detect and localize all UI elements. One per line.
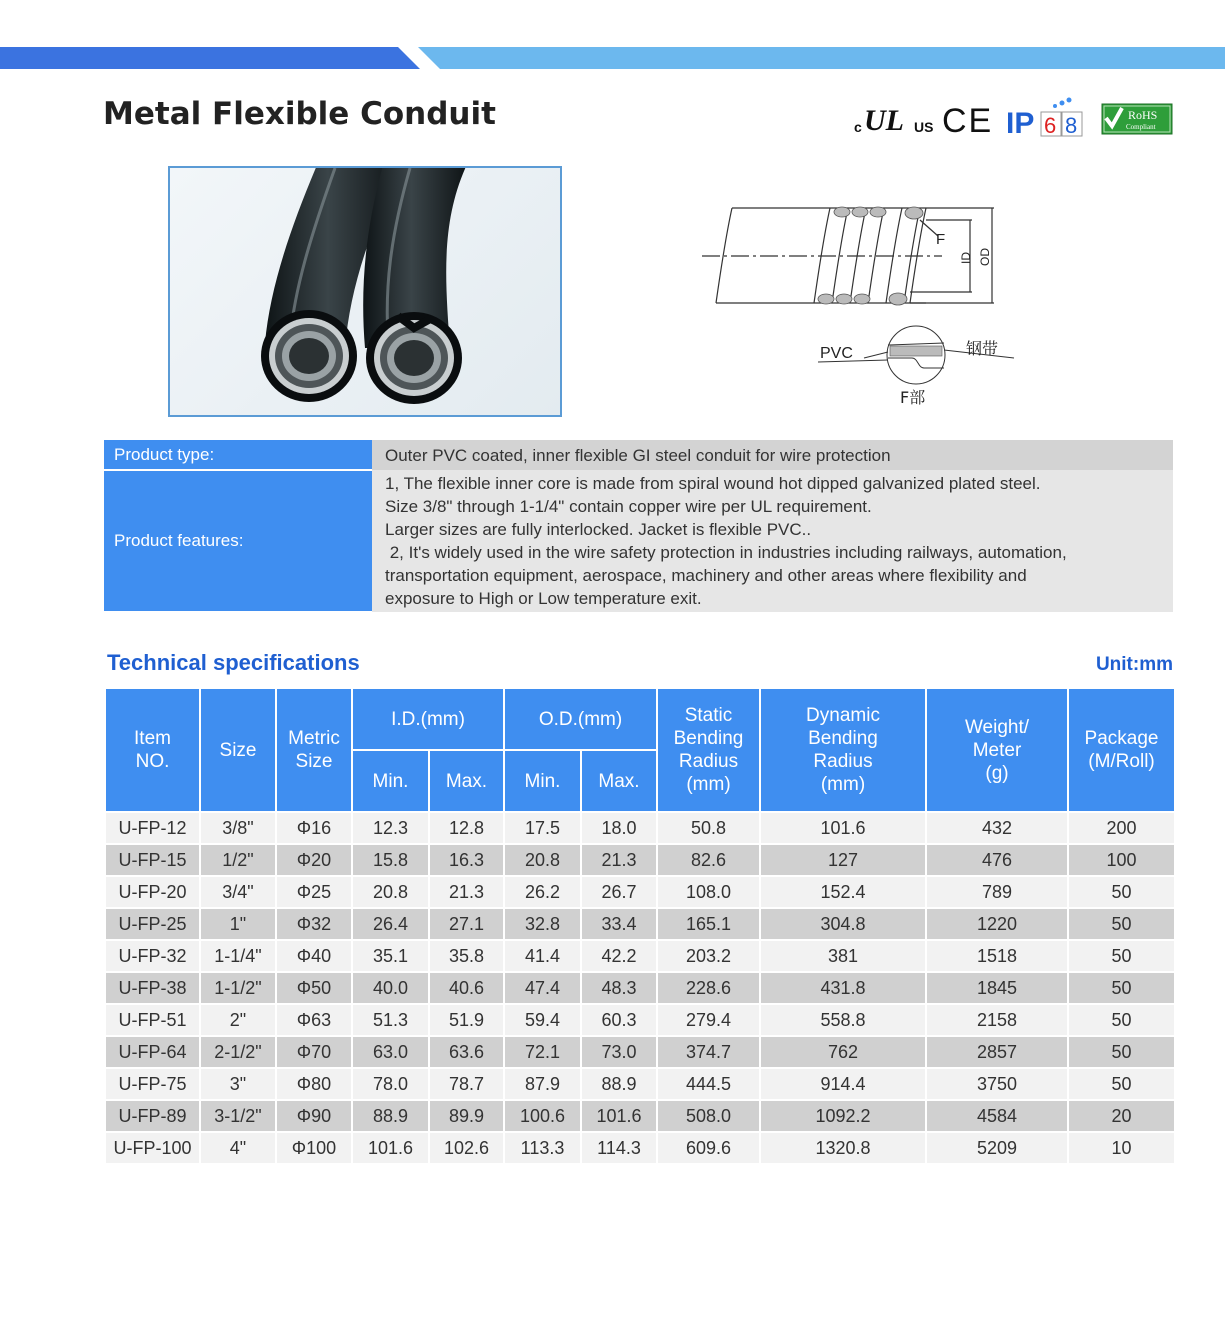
table-cell: 47.4 (504, 972, 581, 1004)
table-cell: 51.3 (352, 1004, 429, 1036)
table-row (105, 1036, 1175, 1068)
ul-c: c (854, 119, 862, 135)
table-cell: 102.6 (429, 1132, 504, 1164)
ul-logo (854, 104, 933, 137)
table-cell: 3/4" (200, 876, 276, 908)
table-cell: 35.1 (352, 940, 429, 972)
table-cell: 228.6 (657, 972, 760, 1004)
product-photo (168, 166, 562, 417)
spec-table (104, 687, 1176, 1165)
table-cell: 2158 (926, 1004, 1068, 1036)
table-cell: 50 (1068, 1004, 1175, 1036)
table-row (105, 908, 1175, 940)
table-row (105, 1068, 1175, 1100)
table-cell: 50.8 (657, 812, 760, 844)
table-cell: 20.8 (352, 876, 429, 908)
table-cell: 82.6 (657, 844, 760, 876)
table-cell: 2-1/2" (200, 1036, 276, 1068)
table-cell: 32.8 (504, 908, 581, 940)
table-cell: 374.7 (657, 1036, 760, 1068)
table-cell: 1" (200, 908, 276, 940)
table-cell: 88.9 (352, 1100, 429, 1132)
table-cell: 78.7 (429, 1068, 504, 1100)
table-cell: 51.9 (429, 1004, 504, 1036)
table-cell: U-FP-12 (105, 812, 200, 844)
unit-label: Unit:mm (1095, 654, 1173, 675)
table-cell: Φ100 (276, 1132, 352, 1164)
table-cell: 762 (760, 1036, 926, 1068)
table-cell: 88.9 (581, 1068, 657, 1100)
header-weight: Weight/ Meter (g) (926, 688, 1068, 812)
table-cell: 60.3 (581, 1004, 657, 1036)
table-cell: 476 (926, 844, 1068, 876)
table-cell: 50 (1068, 940, 1175, 972)
table-cell: 10 (1068, 1132, 1175, 1164)
header-id-max: Max. (429, 750, 504, 812)
table-cell: U-FP-100 (105, 1132, 200, 1164)
feature-line: 1, The flexible inner core is made from spiral wound hot dipped galvanized plated steel. (385, 474, 1041, 493)
table-cell: U-FP-75 (105, 1068, 200, 1100)
table-cell: 59.4 (504, 1004, 581, 1036)
header-od-max: Max. (581, 750, 657, 812)
ce-logo: CE (942, 102, 994, 140)
certification-logos (850, 96, 1180, 140)
table-cell: 5209 (926, 1132, 1068, 1164)
table-cell: 203.2 (657, 940, 760, 972)
table-cell: 108.0 (657, 876, 760, 908)
header-od: O.D.(mm) (504, 688, 657, 750)
info-row-type (104, 440, 1173, 470)
table-cell: 100.6 (504, 1100, 581, 1132)
table-cell: 1-1/2" (200, 972, 276, 1004)
table-row (105, 876, 1175, 908)
table-cell: Φ20 (276, 844, 352, 876)
table-cell: Φ70 (276, 1036, 352, 1068)
table-cell: 50 (1068, 1036, 1175, 1068)
product-info-table (104, 440, 1173, 613)
table-cell: 50 (1068, 1068, 1175, 1100)
ul-us: US (914, 119, 934, 135)
table-row (105, 1132, 1175, 1164)
table-cell: 26.4 (352, 908, 429, 940)
table-row (105, 1004, 1175, 1036)
table-cell: U-FP-20 (105, 876, 200, 908)
table-cell: 40.6 (429, 972, 504, 1004)
ip-prefix: IP (1006, 107, 1035, 140)
table-cell: 114.3 (581, 1132, 657, 1164)
header-size: Size (200, 688, 276, 812)
label-f: F (936, 231, 946, 248)
table-cell: 3750 (926, 1068, 1068, 1100)
table-cell: 40.0 (352, 972, 429, 1004)
table-cell: Φ63 (276, 1004, 352, 1036)
table-cell: Φ40 (276, 940, 352, 972)
table-cell: 1845 (926, 972, 1068, 1004)
label-f-part: F部 (900, 388, 926, 407)
table-cell: 1220 (926, 908, 1068, 940)
header-id-min: Min. (352, 750, 429, 812)
table-cell: 50 (1068, 972, 1175, 1004)
table-cell: 1/2" (200, 844, 276, 876)
table-cell: 27.1 (429, 908, 504, 940)
table-row (105, 812, 1175, 844)
ip68-logo (1006, 98, 1082, 141)
rohs-sub: Compliant (1126, 123, 1156, 131)
spec-header-row (105, 688, 1175, 750)
spec-title: Technical specifications (107, 650, 360, 675)
table-cell: 35.8 (429, 940, 504, 972)
table-cell: 100 (1068, 844, 1175, 876)
table-cell: 1320.8 (760, 1132, 926, 1164)
table-cell: 16.3 (429, 844, 504, 876)
table-cell: 1092.2 (760, 1100, 926, 1132)
table-row (105, 1100, 1175, 1132)
table-cell: U-FP-15 (105, 844, 200, 876)
table-row (105, 940, 1175, 972)
table-cell: 444.5 (657, 1068, 760, 1100)
header-package: Package (M/Roll) (1068, 688, 1175, 812)
table-cell: 1-1/4" (200, 940, 276, 972)
feature-line: 2, It's widely used in the wire safety protection in industries including railways, automation, (385, 543, 1067, 562)
table-cell: 4584 (926, 1100, 1068, 1132)
table-cell: Φ50 (276, 972, 352, 1004)
table-cell: Φ32 (276, 908, 352, 940)
table-cell: 609.6 (657, 1132, 760, 1164)
table-cell: 200 (1068, 812, 1175, 844)
header-metric-size: Metric Size (276, 688, 352, 812)
table-cell: 20 (1068, 1100, 1175, 1132)
table-cell: 33.4 (581, 908, 657, 940)
table-cell: 18.0 (581, 812, 657, 844)
table-cell: 21.3 (581, 844, 657, 876)
header-item-no: Item NO. (105, 688, 200, 812)
table-cell: 152.4 (760, 876, 926, 908)
table-cell: U-FP-25 (105, 908, 200, 940)
table-cell: 508.0 (657, 1100, 760, 1132)
spec-body (105, 812, 1175, 1164)
table-cell: 789 (926, 876, 1068, 908)
product-type-value: Outer PVC coated, inner flexible GI steel conduit for wire protection (372, 440, 1173, 470)
table-cell: U-FP-38 (105, 972, 200, 1004)
table-cell: 63.0 (352, 1036, 429, 1068)
table-cell: 63.6 (429, 1036, 504, 1068)
label-pvc: PVC (820, 345, 853, 362)
table-cell: 2" (200, 1004, 276, 1036)
product-features-value (372, 470, 1173, 612)
table-cell: 3-1/2" (200, 1100, 276, 1132)
table-cell: 101.6 (352, 1132, 429, 1164)
table-cell: 101.6 (581, 1100, 657, 1132)
table-row (105, 972, 1175, 1004)
table-cell: 89.9 (429, 1100, 504, 1132)
table-cell: Φ80 (276, 1068, 352, 1100)
header-band (0, 47, 1225, 69)
table-cell: U-FP-89 (105, 1100, 200, 1132)
table-cell: U-FP-32 (105, 940, 200, 972)
table-cell: 101.6 (760, 812, 926, 844)
table-cell: 12.8 (429, 812, 504, 844)
label-id: ID (959, 252, 973, 264)
table-cell: 113.3 (504, 1132, 581, 1164)
table-cell: 78.0 (352, 1068, 429, 1100)
table-cell: 304.8 (760, 908, 926, 940)
ip-digit-1: 6 (1044, 113, 1057, 138)
table-cell: U-FP-64 (105, 1036, 200, 1068)
table-cell: 41.4 (504, 940, 581, 972)
feature-line: Larger sizes are fully interlocked. Jacket is flexible PVC.. (385, 520, 812, 539)
label-od: OD (978, 248, 992, 266)
table-cell: Φ16 (276, 812, 352, 844)
table-row (105, 844, 1175, 876)
header-static-radius: Static Bending Radius (mm) (657, 688, 760, 812)
table-cell: 73.0 (581, 1036, 657, 1068)
rohs-logo (1102, 104, 1172, 134)
table-cell: 26.7 (581, 876, 657, 908)
header-od-min: Min. (504, 750, 581, 812)
table-cell: 48.3 (581, 972, 657, 1004)
table-cell: 431.8 (760, 972, 926, 1004)
table-cell: 558.8 (760, 1004, 926, 1036)
table-cell: 50 (1068, 908, 1175, 940)
product-features-label: Product features: (104, 470, 372, 612)
table-cell: Φ25 (276, 876, 352, 908)
table-cell: 72.1 (504, 1036, 581, 1068)
table-cell: 26.2 (504, 876, 581, 908)
table-cell: 20.8 (504, 844, 581, 876)
feature-line: transportation equipment, aerospace, machinery and other areas where flexibility and (385, 566, 1027, 585)
table-cell: 165.1 (657, 908, 760, 940)
table-cell: 381 (760, 940, 926, 972)
ip-digit-2: 8 (1065, 113, 1078, 138)
ul-mark: UL (864, 104, 904, 137)
table-cell: Φ90 (276, 1100, 352, 1132)
feature-line: exposure to High or Low temperature exit. (385, 589, 702, 608)
table-cell: 432 (926, 812, 1068, 844)
table-cell: U-FP-51 (105, 1004, 200, 1036)
table-cell: 21.3 (429, 876, 504, 908)
conduit-illustration (170, 168, 560, 415)
table-cell: 279.4 (657, 1004, 760, 1036)
table-cell: 127 (760, 844, 926, 876)
table-cell: 4" (200, 1132, 276, 1164)
table-cell: 15.8 (352, 844, 429, 876)
product-type-label: Product type: (104, 440, 372, 470)
table-cell: 1518 (926, 940, 1068, 972)
table-cell: 3/8" (200, 812, 276, 844)
table-cell: 914.4 (760, 1068, 926, 1100)
table-cell: 17.5 (504, 812, 581, 844)
table-cell: 3" (200, 1068, 276, 1100)
table-cell: 87.9 (504, 1068, 581, 1100)
table-cell: 2857 (926, 1036, 1068, 1068)
table-cell: 12.3 (352, 812, 429, 844)
page-title: Metal Flexible Conduit (103, 96, 496, 132)
label-steel-strip: 钢带 (966, 339, 999, 358)
info-row-features (104, 470, 1173, 612)
conduit-diagram (690, 180, 1050, 420)
feature-line: Size 3/8" through 1-1/4" contain copper wire per UL requirement. (385, 497, 872, 516)
table-cell: 42.2 (581, 940, 657, 972)
header-dynamic-radius: Dynamic Bending Radius (mm) (760, 688, 926, 812)
rohs-text: RoHS (1128, 108, 1158, 122)
table-cell: 50 (1068, 876, 1175, 908)
header-id: I.D.(mm) (352, 688, 504, 750)
